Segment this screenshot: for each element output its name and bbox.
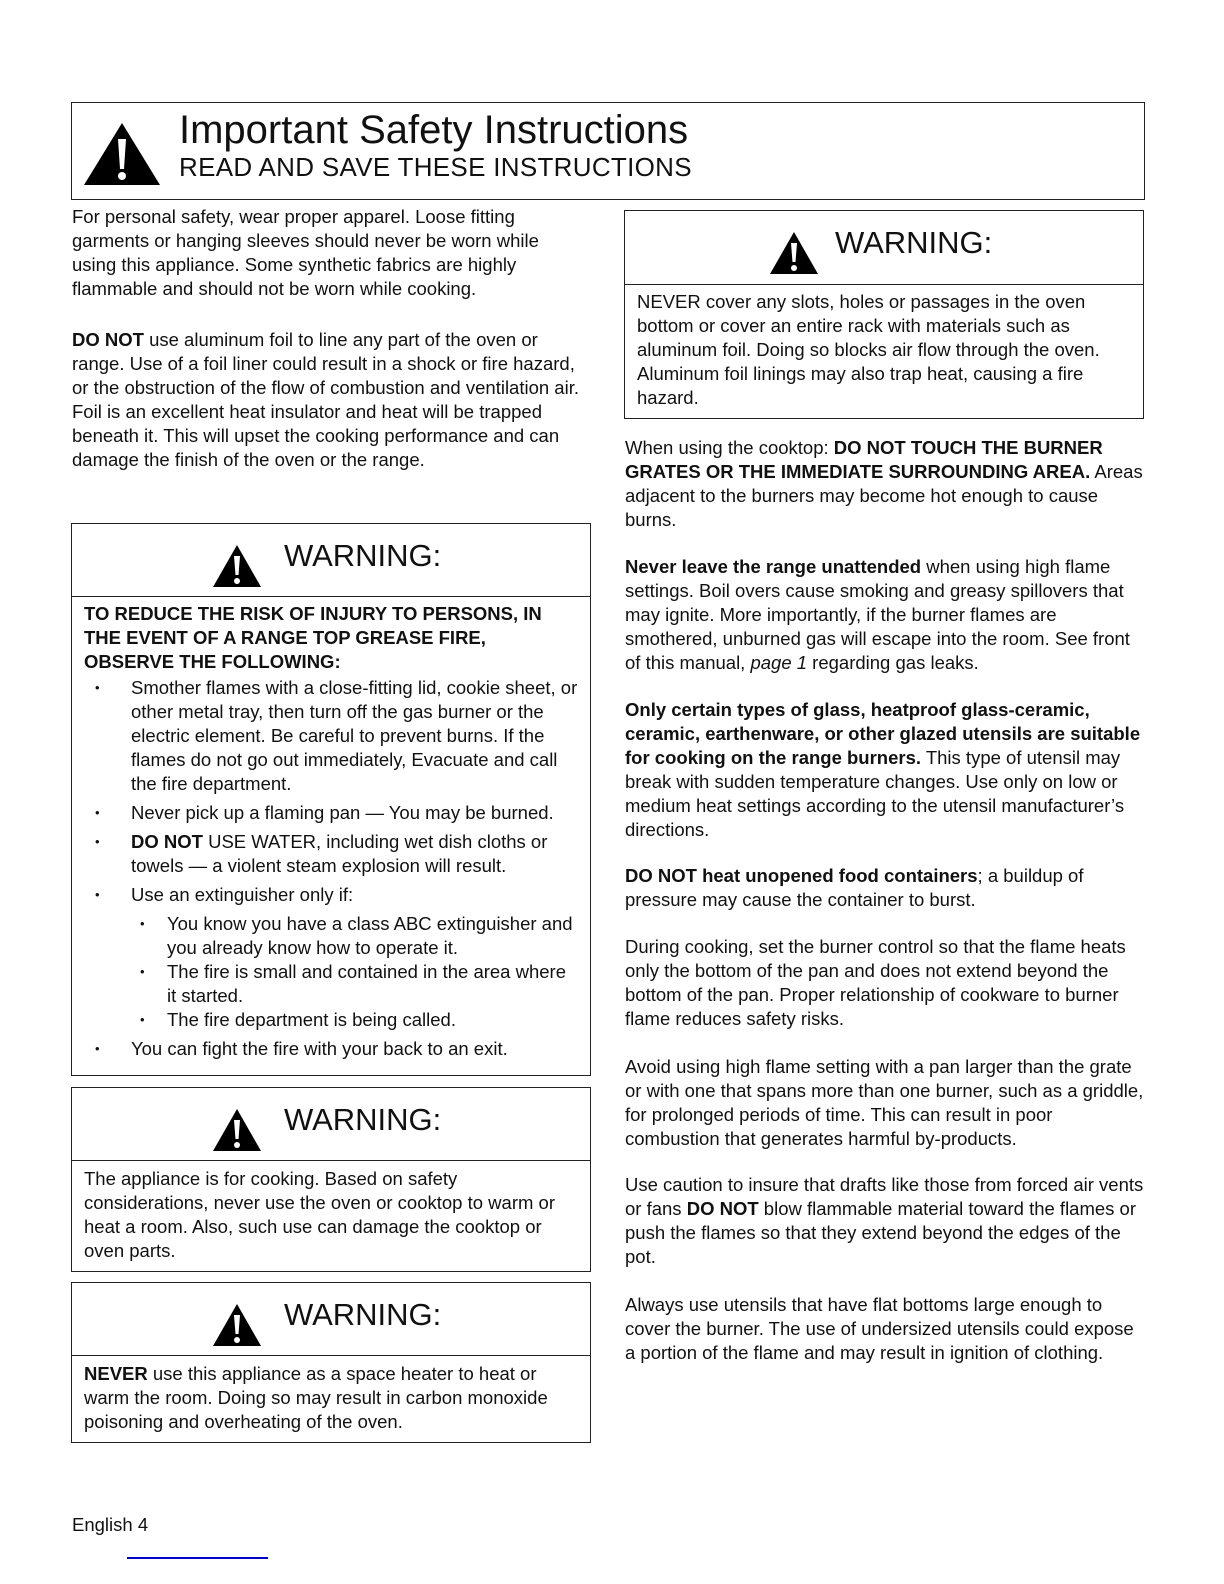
text-run: NEVER cover any slots, holes or passages in the oven bottom or cover an entire rack with materials such as aluminum foil. Doing so blocks air flow through the oven. Aluminum foil linings may also trap heat, causing a fire hazard.	[637, 291, 1100, 408]
right-paragraph-1	[625, 436, 1145, 532]
warning-box-room-heating	[71, 1087, 591, 1272]
warning-triangle-icon	[212, 544, 262, 588]
text-run: Never pick up a flaming pan — You may be burned.	[131, 802, 554, 823]
warning-box-foil	[624, 210, 1144, 419]
text-run: Use an extinguisher only if:	[131, 884, 354, 905]
right-paragraph-7	[625, 1173, 1145, 1269]
list-item	[84, 830, 580, 878]
text-run: blow flammable material toward the flames or push the flames so that they extend beyond the edges of the pot.	[625, 1198, 1137, 1267]
left-paragraph-1	[72, 205, 582, 301]
list-item	[84, 801, 580, 825]
sub-list-item: • The fire is small and contained in the area where it started.	[131, 960, 580, 1008]
text-run: ; a buildup of pressure may cause the container to burst.	[625, 865, 1084, 910]
text-run: Avoid using high flame setting with a pan larger than the grate or with one that spans more than one burner, such as a griddle, for prolonged periods of time. This can result in poor combustion that generates harmful by-products.	[625, 1056, 1144, 1149]
text-run: USE WATER, including wet dish cloths or towels — a violent steam explosion will result.	[131, 831, 548, 876]
text-run: Always use utensils that have flat bottoms large enough to cover the burner. The use of undersized utensils could expose a portion of the flame and may result in ignition of clothing.	[625, 1294, 1134, 1363]
right-paragraph-8	[625, 1293, 1145, 1365]
header-box	[71, 102, 1145, 200]
text-run: regarding gas leaks.	[807, 652, 979, 673]
text-run: Areas adjacent to the burners may become hot enough to cause burns.	[625, 461, 1143, 530]
right-paragraph-2	[625, 555, 1145, 675]
bold-text: NEVER	[84, 1363, 148, 1384]
warning-triangle-icon	[82, 121, 162, 187]
text-run: When using the cooktop:	[625, 437, 834, 458]
warning-box-grease-fire	[71, 523, 591, 1076]
bold-text: Never leave the range unattended	[625, 556, 922, 577]
warning-triangle-icon	[212, 1303, 262, 1347]
warning-label: WARNING:	[835, 225, 993, 260]
warning-body	[84, 1167, 580, 1263]
page-number: English 4	[72, 1514, 149, 1535]
right-paragraph-6	[625, 1055, 1145, 1151]
text-run: Smother flames with a close-fitting lid, cookie sheet, or other metal tray, then turn off the gas burner or the electric element. Be careful to prevent burns. If the flames do not go out immediately, Evacuate and call the fire department.	[131, 677, 578, 794]
bold-text: DO NOT	[686, 1198, 759, 1219]
page-title: Important Safety Instructions	[179, 108, 689, 152]
right-paragraph-5	[625, 935, 1135, 1031]
text-run: The appliance is for cooking. Based on safety considerations, never use the oven or cooktop to warm or heat a room. Also, such use can damage the cooktop or oven parts.	[84, 1168, 555, 1261]
text-run: During cooking, set the burner control so that the flame heats only the bottom of the pan and does not extend beyond the bottom of the pan. Proper relationship of cookware to burner flame reduces safety risks.	[625, 936, 1126, 1029]
text-run: Use caution to insure that drafts like those from forced air vents or fans	[625, 1174, 1144, 1219]
text-run: This type of utensil may break with sudden temperature changes. Use only on low or medium heat settings according to the utensil manufacturer’s directions.	[625, 747, 1125, 840]
bold-text: DO NOT TOUCH THE BURNER GRATES OR THE IMMEDIATE SURROUNDING AREA.	[625, 437, 1103, 482]
list-item	[84, 883, 580, 1032]
bold-text: DO NOT	[131, 831, 203, 852]
right-paragraph-4	[625, 864, 1145, 912]
italic-text: page 1	[750, 652, 808, 673]
list-item-text	[131, 884, 353, 905]
link-underline	[127, 1557, 268, 1559]
list-item	[84, 676, 580, 796]
bold-text: Only certain types of glass, heatproof glass-ceramic, ceramic, earthenware, or other glazed utensils are suitable for cooking on the range burners.	[625, 699, 1141, 768]
text-run: when using high flame settings. Boil overs cause smoking and greasy spillovers that may ignite. More importantly, if the burner flames are smothered, unburned gas will escape into the room. See front of this manual,	[625, 556, 1130, 673]
warning-label: WARNING:	[284, 1102, 442, 1137]
warning-label: WARNING:	[284, 1297, 442, 1332]
sub-list-item: • The fire department is being called.	[131, 1008, 580, 1032]
sub-list-item: • You know you have a class ABC extinguisher and you already know how to operate it.	[131, 912, 580, 960]
page-subtitle: READ AND SAVE THESE INSTRUCTIONS	[179, 152, 692, 182]
text-run: For personal safety, wear proper apparel. Loose fitting garments or hanging sleeves should never be worn while using this appliance. Some synthetic fabrics are highly flammable and should not be worn while cooking.	[72, 206, 539, 299]
bold-text: DO NOT heat unopened food containers	[625, 865, 978, 886]
warning-body	[84, 1362, 580, 1434]
text-run: use this appliance as a space heater to heat or warm the room. Doing so may result in carbon monoxide poisoning and overheating of the oven.	[84, 1363, 548, 1432]
warning-body	[637, 290, 1133, 410]
warning-box-space-heater	[71, 1282, 591, 1443]
right-paragraph-3	[625, 698, 1145, 842]
warning-triangle-icon	[212, 1108, 262, 1152]
text-run: use aluminum foil to line any part of the oven or range. Use of a foil liner could result in a shock or fire hazard, or the obstruction of the flow of combustion and ventilation air. Foil is an excellent heat insulator and heat will be trapped beneath it. This will upset the cooking performance and can damage the finish of the oven or the range.	[72, 329, 579, 470]
list-item: • You can fight the fire with your back to an exit.	[84, 1037, 580, 1061]
grease-fire-list	[84, 676, 580, 1061]
bold-text: DO NOT	[72, 329, 144, 350]
warning-heading: TO REDUCE THE RISK OF INJURY TO PERSONS, IN THE EVENT OF A RANGE TOP GREASE FIRE, OBSERVE THE FOLLOWING:	[84, 603, 542, 672]
warning-label: WARNING:	[284, 538, 442, 573]
warning-triangle-icon	[769, 231, 819, 275]
left-paragraph-2	[72, 328, 587, 472]
